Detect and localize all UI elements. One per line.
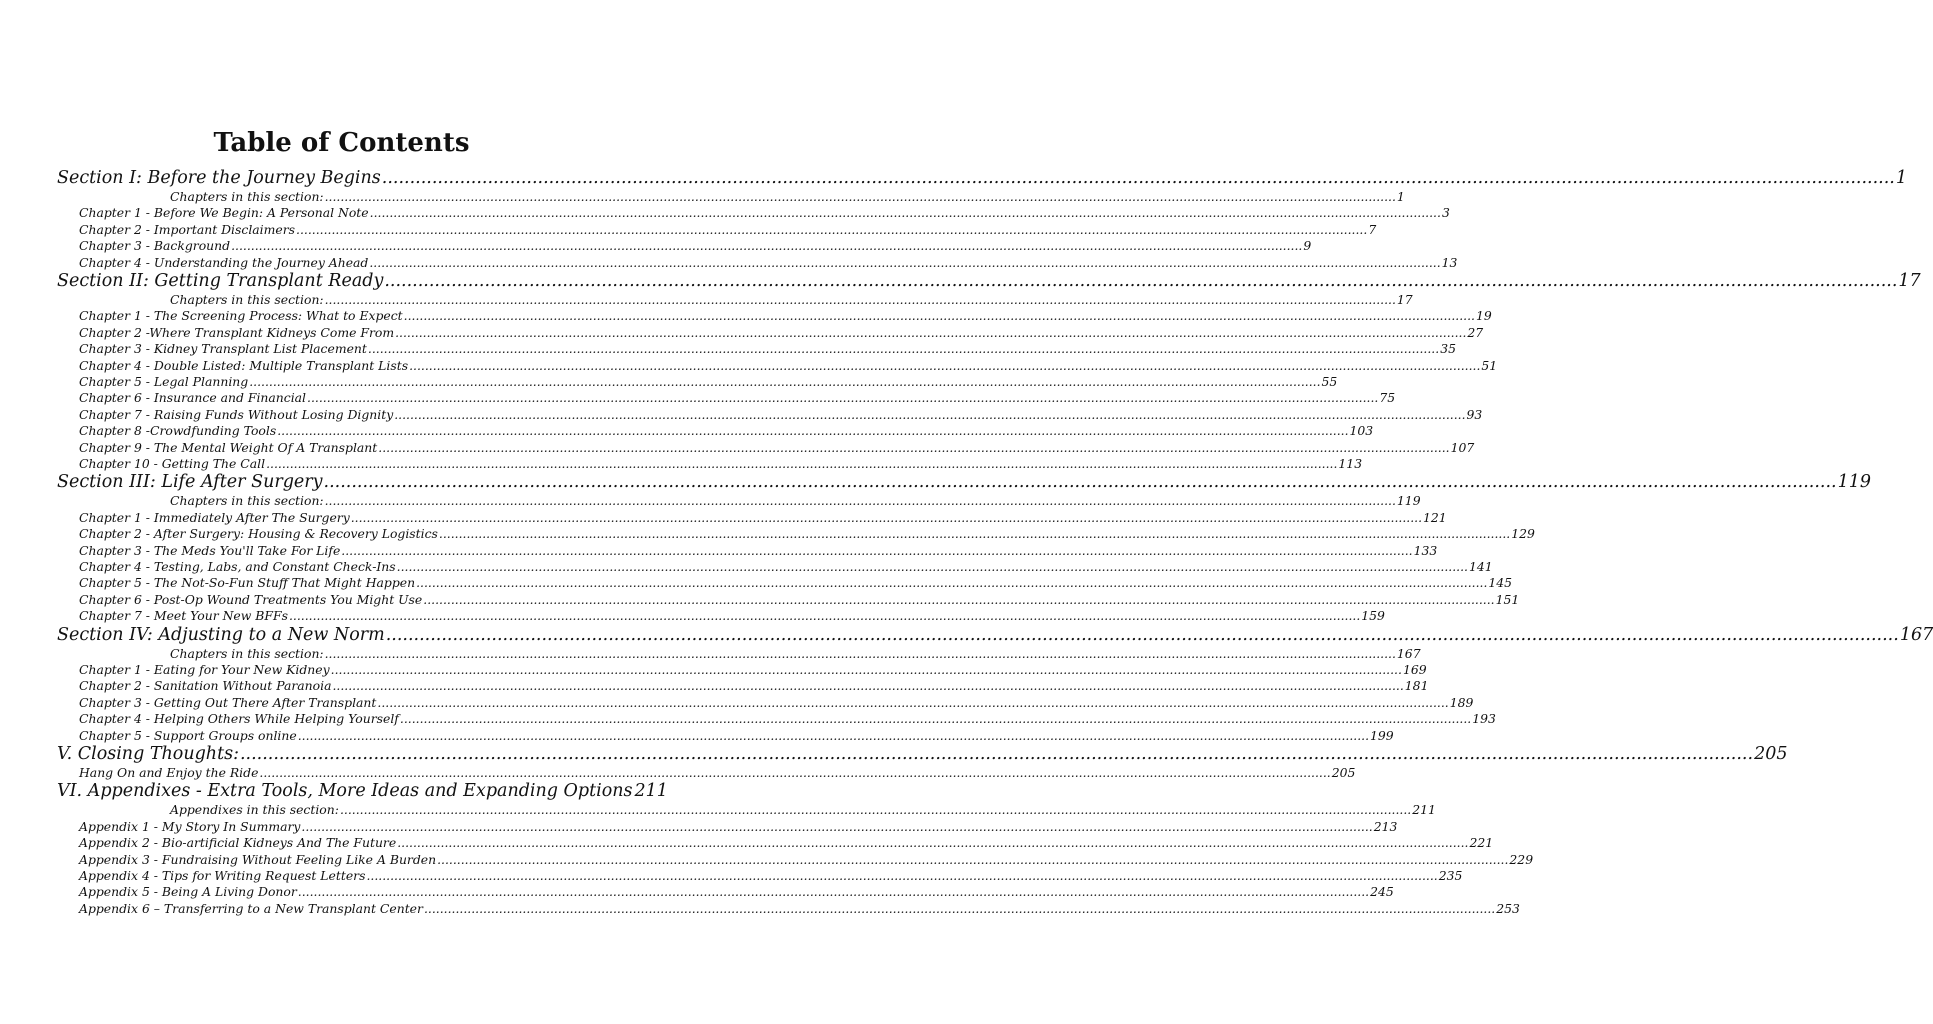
toc-dot-leader [341, 543, 1412, 558]
toc-chapter-entry [79, 526, 1535, 542]
toc-entry-page: 119 [1837, 472, 1872, 493]
toc-entry-page: 167 [1396, 645, 1421, 661]
toc-dot-leader [397, 835, 1468, 850]
toc-chapter-entry [79, 608, 1385, 624]
toc-chapter-entry [79, 678, 1429, 694]
toc-dot-leader [382, 168, 1895, 188]
toc-dot-leader [386, 625, 1899, 645]
toc-entry-title: Chapter 5 - Support Groups online [79, 727, 297, 743]
toc-entry-page: 235 [1438, 868, 1463, 883]
toc-entry-title: Chapter 3 - The Meds You'll Take For Life [79, 542, 341, 558]
toc-entry-title: Chapter 5 - The Not-So-Fun Stuff That Might Happen [79, 575, 416, 591]
toc-chapter-entry [79, 341, 1456, 357]
toc-entry-title: Section III: Life After Surgery [57, 472, 323, 493]
toc-chapter-entry [79, 254, 1458, 271]
toc-chapter-entry [79, 851, 1534, 868]
toc-entry-page: 1 [1396, 189, 1405, 204]
toc-entry-page: 189 [1449, 694, 1474, 710]
toc-entry-page: 167 [1899, 624, 1933, 645]
toc-chapter-entry [79, 868, 1463, 884]
toc-entry-title: Chapter 2 - After Surgery: Housing & Recovery Logistics [79, 526, 438, 542]
toc-entry-page: 55 [1321, 374, 1338, 389]
toc-dot-leader [377, 695, 1448, 710]
toc-entry-page: 133 [1413, 542, 1438, 558]
toc-dot-leader [416, 575, 1487, 590]
toc-dot-leader [366, 868, 1437, 883]
toc-chapter-entry [79, 238, 1312, 254]
toc-entry-title: Chapter 1 - The Screening Process: What to Expect [79, 308, 403, 324]
toc-entry-page: 19 [1475, 308, 1492, 324]
toc-entry-title: Chapter 4 - Helping Others While Helping Yourself [79, 711, 399, 727]
toc-chapter-entry [79, 357, 1498, 374]
toc-entry-page: 93 [1466, 406, 1483, 422]
toc-dot-leader [289, 608, 1360, 623]
toc-entry-page: 199 [1370, 727, 1394, 743]
toc-chapter-entry [79, 205, 1450, 221]
toc-entry-page: 205 [1331, 765, 1356, 780]
toc-entry-title: Appendix 3 - Fundraising Without Feeling Like A Burden [79, 851, 437, 867]
toc-dot-leader [395, 325, 1466, 340]
toc-chapter-entry [79, 390, 1396, 406]
toc-entry-page: 3 [1441, 205, 1450, 221]
toc-chapter-entry [79, 694, 1474, 711]
toc-chapter-entry [79, 221, 1377, 238]
toc-dot-leader [351, 510, 1422, 525]
toc-entry-page: 121 [1423, 509, 1447, 525]
toc-chapter-entry [79, 324, 1484, 341]
toc-dot-leader [325, 493, 1396, 508]
toc-entry-page: 119 [1396, 493, 1421, 509]
toc-entry-page: 245 [1370, 884, 1394, 900]
toc-entry-page: 169 [1402, 662, 1427, 677]
toc-chapter-entry [79, 727, 1394, 744]
toc-subheading-entry [170, 802, 1436, 818]
toc-section-entry [57, 271, 1921, 292]
toc-dot-leader [409, 358, 1480, 373]
toc-dot-leader [368, 341, 1439, 356]
toc-dot-leader [325, 189, 1396, 204]
toc-dot-leader [423, 592, 1494, 607]
toc-dot-leader [340, 802, 1411, 817]
toc-chapter-entry [79, 559, 1493, 575]
toc-entry-title: Chapter 4 - Testing, Labs, and Constant Check-Ins [79, 559, 396, 574]
toc-section-entry [57, 781, 668, 802]
toc-dot-leader [266, 456, 1337, 471]
toc-section-entry [57, 744, 1788, 765]
toc-entry-title: Appendix 4 - Tips for Writing Request Letters [79, 868, 366, 883]
toc-entry-title: Hang On and Enjoy the Ride [79, 765, 259, 780]
toc-entry-page: 159 [1361, 608, 1385, 624]
toc-entry-page: 17 [1396, 292, 1413, 307]
toc-entry-page: 221 [1469, 835, 1494, 851]
toc-dot-leader [332, 678, 1403, 693]
toc-entry-title: Appendix 6 – Transferring to a New Transplant Center [79, 900, 423, 916]
toc-chapter-entry [79, 509, 1447, 526]
toc-entry-page: 35 [1440, 341, 1456, 357]
toc-dot-leader [325, 292, 1396, 307]
toc-entry-page: 151 [1495, 591, 1520, 607]
toc-entry-page: 1 [1895, 168, 1908, 188]
toc-entry-title: Chapter 9 - The Mental Weight Of A Transplant [79, 439, 378, 455]
toc-dot-leader [324, 472, 1837, 492]
toc-entry-page: 211 [634, 781, 668, 802]
toc-entry-title: Appendix 2 - Bio-artificial Kidneys And The Future [79, 835, 397, 851]
toc-entry-title: Chapter 10 - Getting The Call [79, 456, 266, 471]
toc-entry-title: Section II: Getting Transplant Ready [57, 271, 384, 291]
toc-entry-title: Chapter 5 - Legal Planning [79, 374, 249, 389]
toc-entry-page: 181 [1404, 678, 1429, 694]
toc-chapter-entry [79, 765, 1356, 781]
toc-entry-title: Chapter 3 - Background [79, 238, 231, 254]
toc-entry-title: Chapter 4 - Understanding the Journey Ahead [79, 254, 369, 270]
toc-entry-page: 13 [1441, 254, 1458, 270]
toc-subheading-entry [170, 292, 1413, 308]
toc-dot-leader [437, 852, 1508, 867]
toc-entry-title: Chapter 6 - Insurance and Financial [79, 390, 307, 406]
toc-chapter-entry [79, 835, 1494, 851]
toc-dot-leader [397, 559, 1468, 574]
toc-entry-page: 103 [1349, 423, 1374, 439]
toc-entry-title: Chapter 3 - Kidney Transplant List Placement [79, 341, 367, 357]
toc-dot-leader [277, 423, 1348, 438]
toc-section-entry [57, 472, 1872, 493]
toc-chapter-entry [79, 591, 1520, 608]
toc-entry-title: Appendixes in this section: [170, 802, 339, 818]
toc-entry-title: Chapters in this section: [170, 189, 324, 204]
toc-chapter-entry [79, 662, 1427, 678]
toc-chapter-entry [79, 542, 1438, 559]
toc-entry-title: Chapter 7 - Meet Your New BFFs [79, 608, 288, 624]
toc-entry-page: 113 [1338, 456, 1363, 471]
toc-chapter-entry [79, 308, 1492, 324]
toc-entry-title: Chapter 1 - Before We Begin: A Personal Note [79, 205, 369, 221]
toc-chapter-entry [79, 456, 1363, 472]
toc-subheading-entry [170, 645, 1421, 662]
toc-subheading-entry [170, 189, 1405, 205]
toc-entry-title: Chapter 3 - Getting Out There After Transplant [79, 694, 377, 710]
toc-entry-page: 9 [1303, 238, 1312, 254]
toc-chapter-entry [79, 818, 1398, 835]
toc-dot-leader [400, 711, 1471, 726]
toc-entry-title: Appendix 1 - My Story In Summary [79, 818, 301, 834]
toc-dot-leader [325, 646, 1396, 661]
toc-entry-title: Chapters in this section: [170, 292, 324, 307]
toc-dot-leader [307, 390, 1378, 405]
toc-chapter-entry [79, 884, 1394, 900]
toc-dot-leader [424, 901, 1495, 916]
toc-entry-page: 17 [1898, 271, 1921, 291]
toc-entry-page: 141 [1468, 559, 1493, 574]
toc-entry-page: 27 [1467, 324, 1484, 340]
toc-dot-leader [378, 440, 1449, 455]
toc-entry-title: Section IV: Adjusting to a New Norm [57, 624, 385, 645]
toc-dot-leader [298, 884, 1369, 899]
toc-entry-title: Chapters in this section: [170, 493, 324, 509]
toc-entry-title: Chapters in this section: [170, 645, 324, 661]
toc-entry-title: Chapter 4 - Double Listed: Multiple Transplant Lists [79, 357, 409, 373]
toc-subheading-entry [170, 493, 1421, 509]
toc-entry-title: Chapter 6 - Post-Op Wound Treatments You Might Use [79, 591, 423, 607]
toc-section-entry [57, 624, 1933, 646]
page-title: Table of Contents [213, 128, 470, 158]
toc-dot-leader [384, 271, 1897, 291]
toc-entry-title: Chapter 2 - Important Disclaimers [79, 221, 295, 237]
toc-dot-leader [301, 819, 1372, 834]
toc-entry-page: 51 [1481, 357, 1498, 373]
toc-chapter-entry [79, 423, 1374, 439]
toc-dot-leader [394, 407, 1465, 422]
toc-entry-title: Section I: Before the Journey Begins [57, 168, 381, 188]
toc-dot-leader [296, 222, 1367, 237]
toc-dot-leader [404, 308, 1475, 323]
toc-dot-leader [439, 526, 1510, 541]
toc-entry-page: 213 [1373, 818, 1398, 834]
toc-chapter-entry [79, 439, 1475, 456]
toc-chapter-entry [79, 711, 1496, 727]
toc-dot-leader [259, 765, 1330, 780]
toc-entry-title: V. Closing Thoughts: [57, 744, 239, 764]
toc-entry-title: VI. Appendixes - Extra Tools, More Ideas and Expanding Options [57, 781, 633, 802]
toc-dot-leader [240, 744, 1753, 764]
toc-entry-page: 205 [1754, 744, 1788, 764]
toc-dot-leader [298, 728, 1369, 743]
toc-entry-page: 253 [1496, 900, 1520, 916]
toc-entry-title: Chapter 2 - Sanitation Without Paranoia [79, 678, 332, 694]
toc-entry-page: 229 [1509, 851, 1534, 867]
toc-chapter-entry [79, 374, 1338, 390]
toc-entry-page: 211 [1412, 802, 1436, 818]
toc-dot-leader [331, 662, 1402, 677]
toc-entry-page: 107 [1450, 439, 1475, 455]
toc-entry-title: Chapter 2 -Where Transplant Kidneys Come From [79, 324, 395, 340]
toc-entry-title: Appendix 5 - Being A Living Donor [79, 884, 297, 900]
toc-dot-leader [249, 374, 1320, 389]
toc-entry-page: 129 [1511, 526, 1535, 542]
toc-dot-leader [369, 255, 1440, 270]
toc-entry-title: Chapter 7 - Raising Funds Without Losing Dignity [79, 406, 394, 422]
toc-dot-leader [231, 238, 1302, 253]
toc-entry-page: 7 [1368, 221, 1377, 237]
toc-entry-page: 193 [1472, 711, 1496, 727]
toc-section-entry [57, 168, 1908, 189]
toc-entry-title: Chapter 1 - Immediately After The Surgery [79, 509, 350, 525]
toc-entry-page: 145 [1488, 575, 1513, 591]
toc-chapter-entry [79, 900, 1520, 917]
toc-chapter-entry [79, 575, 1513, 591]
toc-chapter-entry [79, 406, 1483, 423]
toc-entry-title: Chapter 8 -Crowdfunding Tools [79, 423, 277, 439]
toc-entry-page: 75 [1379, 390, 1396, 406]
toc-entry-title: Chapter 1 - Eating for Your New Kidney [79, 662, 330, 677]
toc-dot-leader [370, 205, 1441, 220]
